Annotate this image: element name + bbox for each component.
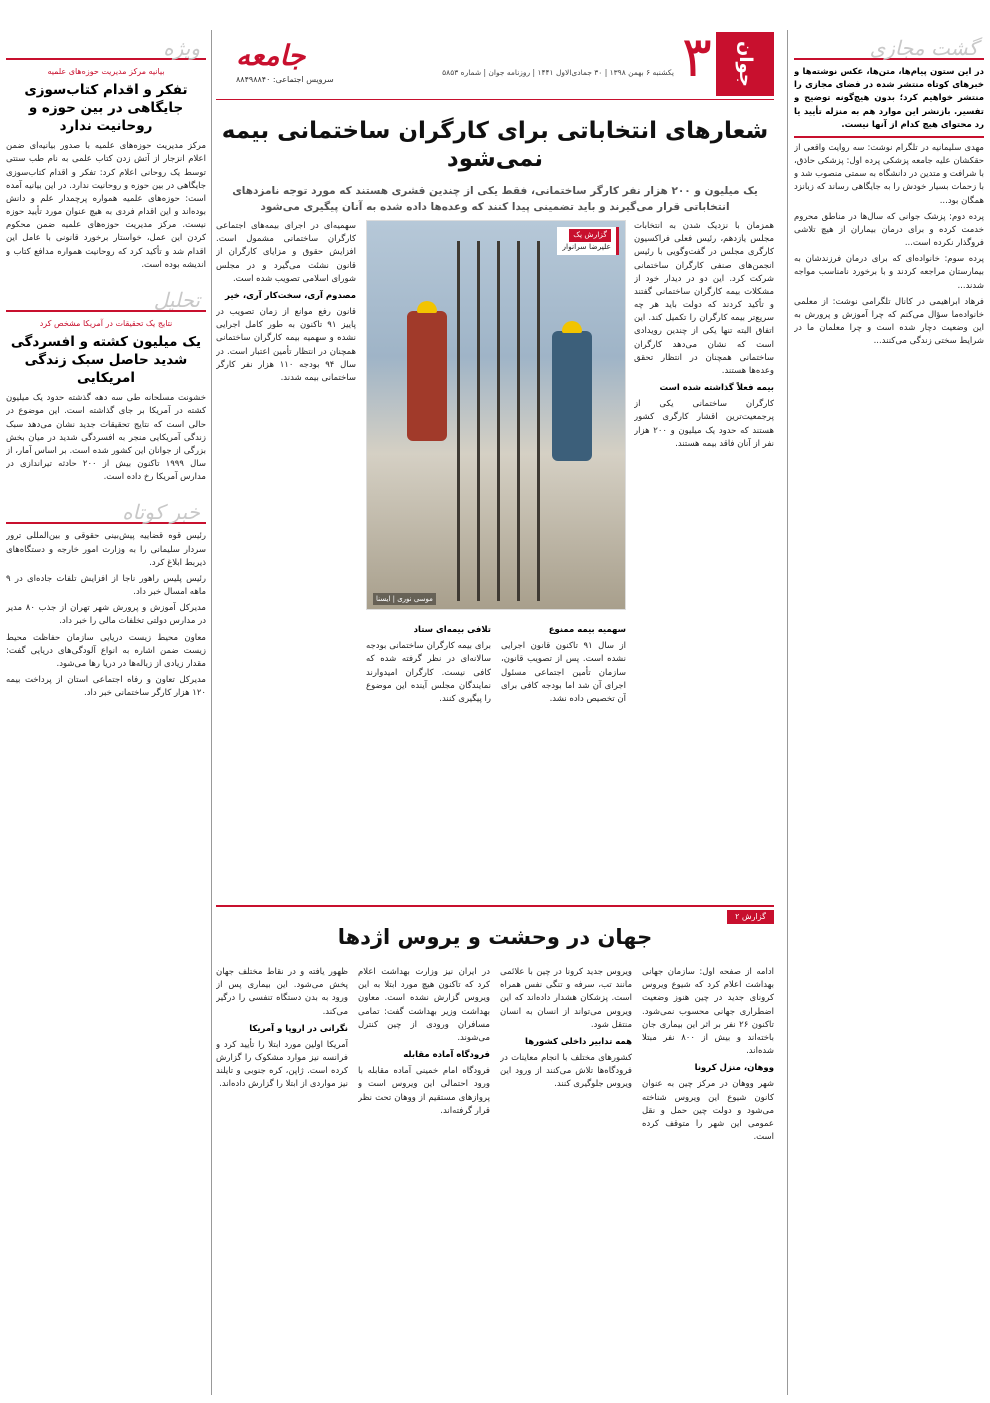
section-phone: سرویس اجتماعی: ۸۸۴۹۸۸۴۰ — [236, 75, 334, 84]
article-body: مرکز مدیریت حوزه‌های علمیه با صدور بیانیه‌ای ضمن اعلام انزجار از آتش زدن کتاب علمی به نام طب سنتی توسط یک روحانی اعلام کرد: تفکر و اقدام کتاب‌سوزی جایگاهی در بین حوزه و روحانیت ندارد. در این بیانیه آمده است: حوزه‌های علمیه همواره پرچمدار علم و دانش بوده‌اند و این اقدام فردی به هیچ عنوان مورد تأیید حوزه نیست. مرکز مدیریت حوزه‌های علمیه ضمن محکوم کردن این عمل، خواستار برخورد قانونی با عامل این اقدام شد و تأکید کرد که روحانیت همواره مدافع کتاب و اندیشه بوده است. — [6, 141, 206, 270]
article-paragraph: ویروس جدید کرونا در چین با علائمی مانند تب، سرفه و تنگی نفس همراه است. پزشکان هشدار داده‌اند که این ویروس می‌تواند از انسان به انسان منتقل شود. — [500, 967, 632, 1030]
section-label: گشت مجازی — [869, 36, 978, 60]
kicker: بیانیه مرکز مدیریت حوزه‌های علمیه — [47, 67, 165, 76]
section-head-tahlil — [6, 282, 206, 312]
photo-byline — [557, 227, 619, 255]
center-column — [216, 25, 774, 1395]
page-number: ۳ — [681, 25, 712, 90]
right-column-text — [794, 66, 984, 348]
article-paragraph: همزمان با نزدیک شدن به انتخابات مجلس یازدهم، رئیس فعلی فراکسیون کارگری مجلس در گفت‌وگویی با رئیس انجمن‌های صنفی کارگران ساختمانی شرکت کرد. این دو در دیدار خود از مشکلات بیمه کارگران ساختمانی گفتند و تأکید کردند که دولت باید هر چه سریع‌تر بیمه کارگران را تکمیل کند. این اتفاق البته تنها یکی از چندین رویدادی است که نشان می‌دهد کارگران ساختمانی همچنان در انتظار تحقق وعده‌ها هستند. — [634, 221, 774, 376]
second-article — [216, 910, 774, 1395]
rebar — [517, 241, 520, 601]
subhead: سهمیه بیمه ممنوع — [548, 625, 626, 635]
article-paragraph: کشورهای مختلف با انجام معاینات در فرودگاه‌ها تلاش می‌کنند از ورود این ویروس جلوگیری کنند. — [500, 1053, 632, 1090]
article-paragraph: ظهور یافته و در نقاط مختلف جهان پخش می‌شود. این بیماری پس از ورود به بدن دستگاه تنفسی را درگیر می‌کند. — [216, 967, 348, 1017]
article-body: خشونت مسلحانه طی سه دهه گذشته حدود یک میلیون کشته در آمریکا بر جای گذاشته است. این موضوع در حالی است که نتایج تحقیقات جدید نشان می‌دهد سبک زندگی آمریکایی منجر به افسردگی شدید در میان بخش بزرگی از جوانان این کشور شده است. بر اساس آمار، از سال ۱۹۹۹ تاکنون بیش از ۲۰۰ حادثه تیراندازی در مدارس آمریکا رخ داده است. — [6, 393, 206, 483]
dateline: یکشنبه ۶ بهمن ۱۳۹۸ | ۳۰ جمادی‌الاول ۱۴۴۱ | روزنامه جوان | شماره ۵۸۵۳ — [442, 68, 674, 77]
article-paragraph: ادامه از صفحه اول: سازمان جهانی بهداشت اعلام کرد که شیوع ویروس کرونای جدید در چین هنوز وضعیت اضطراری جهانی محسوب نمی‌شود. تاکنون ۲۶ نفر بر اثر این بیماری جان باخته‌اند و بیش از ۸۰۰ نفر مبتلا شده‌اند. — [642, 967, 774, 1057]
post-item: فرهاد ابراهیمی در کانال تلگرامی نوشت: از معلمی خانواده‌ما سؤال می‌کنم که چرا آموزش و پرورش به این وضعیت دچار شده است و چرا معلمان ما در شرایط سختی زندگی می‌کنند... — [794, 296, 984, 347]
main-article — [216, 220, 774, 870]
article-paragraph: سهمیه‌ای در اجرای بیمه‌های اجتماعی کارگران ساختمانی مشمول است. افزایش حقوق و مزایای کارگران از قانون نشئت می‌گیرد و در مجلس شورای اسلامی تصویب شده است. — [216, 221, 356, 284]
kicker: نتایج یک تحقیقات در آمریکا مشخص کرد — [39, 318, 173, 328]
subhead: نگرانی در اروپا و آمریکا — [249, 1023, 348, 1034]
masthead — [216, 25, 774, 100]
construction-workers-photo — [366, 220, 626, 610]
post-item: مهدی سلیمانیه در تلگرام نوشت: سه روایت واقعی از حقکشان علیه جامعه پزشکی پرده اول: پزشکی حاذق، با شرافت و متدین در دانشگاه به سمتی منصوب شد و با زحمات بسیار خودش را به جایگاهی رساند که زبانزد همگان بود... — [794, 142, 984, 206]
rebar — [537, 241, 540, 601]
article-column — [366, 620, 491, 870]
article-paragraph: از سال ۹۱ تاکنون قانون اجرایی نشده است. پس از تصویب قانون، سازمان تأمین اجتماعی مسئول اجرای آن شد اما بودجه کافی برای آن تخصیص داده نشد. — [501, 641, 626, 704]
subhead: همه تدابیر داخلی کشورها — [525, 1036, 632, 1047]
article-column — [634, 220, 774, 870]
article-column — [358, 966, 490, 1396]
rebar — [477, 241, 480, 601]
short-news-item: مدیرکل تعاون و رفاه اجتماعی استان از پرداخت بیمه ۱۲۰ هزار کارگر ساختمانی خبر داد. — [6, 675, 206, 699]
photo-credit: موسی نوری | ایسنا — [373, 593, 436, 605]
short-news-list — [6, 530, 206, 700]
article-column — [216, 220, 356, 870]
worker-figure — [407, 311, 447, 441]
section-label: خبر کوتاه — [122, 500, 200, 525]
subhead: تلافی بیمه‌ای ستاد — [413, 625, 491, 635]
left-column — [6, 30, 206, 1395]
subhead: ووهان، منزل کرونا — [694, 1063, 774, 1074]
byline-author: علیرضا سرانوار — [562, 241, 611, 251]
subhead: مصدوم آری، سخت‌کار آری، خیر — [225, 290, 356, 301]
second-article-columns — [216, 966, 774, 1396]
article-column — [500, 966, 632, 1396]
main-deck: یک میلیون و ۲۰۰ هزار نفر کارگر ساختمانی، فقط یکی از چندین قشری هستند که مورد توجه نامزدهای انتخاباتی قرار می‌گیرند و باید تضمینی پیدا کنند که وعده‌ها داده شده به آنان پیگیری می‌شود — [232, 185, 758, 214]
intro-text: در این ستون پیام‌ها، متن‌ها، عکس نوشته‌ها و خبرهای کوتاه منتشر شده در فضای مجازی را منتشر خواهیم کرد؛ بدون هیچ‌گونه توضیح و تفسیر. بازنشر این موارد هم به منزله تأیید یا رد محتوای هیچ کدام از آنها نیست. — [794, 67, 984, 130]
report-tag: گزارش ۲ — [727, 910, 774, 924]
short-news-item: مدیرکل آموزش و پرورش شهر تهران از جذب ۸۰ مدیر در مدارس دولتی تخلفات مالی را خبر داد. — [6, 603, 206, 627]
article-paragraph: فرودگاه امام خمینی آماده مقابله با ورود احتمالی این ویروس است و پروازهای مستقیم از ووهان تحت نظر قرار گرفته‌اند. — [358, 1066, 490, 1116]
newspaper-logo: جوان — [716, 32, 774, 96]
section-title: جامعه — [236, 39, 306, 72]
section-head-gasht — [794, 30, 984, 60]
article-paragraph: آمریکا اولین مورد ابتلا را تأیید کرد و فرانسه نیز موارد مشکوک را گزارش کرده است. ژاپن، کره جنوبی و تایلند نیز مواردی از ابتلا را گزارش داده‌اند. — [216, 1039, 348, 1090]
section-head-vizheh — [6, 30, 206, 60]
article-paragraph: برای بیمه کارگران ساختمانی بودجه سالانه‌ای در نظر گرفته شده که کافی نیست. کارگران امیدوارند نمایندگان مجلس آینده این موضوع را پیگیری کنند. — [366, 641, 491, 704]
right-column — [794, 30, 984, 1395]
newspaper-page — [6, 25, 984, 1395]
article-paragraph: در ایران نیز وزارت بهداشت اعلام کرد که تاکنون هیچ مورد ابتلا به این ویروس گزارش نشده است. معاون بهداشت وزیر بهداشت گفت: تمامی مسافران ورودی از چین کنترل می‌شوند. — [358, 967, 490, 1043]
report-tag: گزارش یک — [569, 229, 611, 242]
article-paragraph: شهر ووهان در مرکز چین به عنوان کانون شیوع این ویروس شناخته می‌شود و دولت چین حمل و نقل عمومی این شهر را متوقف کرده است. — [642, 1079, 774, 1143]
short-news-item: رئیس قوه قضاییه پیش‌بینی حقوقی و بین‌المللی ترور سردار سلیمانی را به وزارت امور خارجه و دستگاه‌های ذیربط ابلاغ کرد. — [6, 531, 206, 568]
worker-figure — [552, 331, 592, 461]
article-paragraph: قانون رفع موانع از زمان تصویب در پاییز ۹۱ تاکنون به طور کامل اجرایی نشده و سهمیه بیمه کارگران ساختمانی همچنان در انتظار تأمین اعتبار است. در سال ۹۴ بودجه ۱۱۰ هزار نفر کارگر ساختمانی بیمه شدند. — [216, 307, 356, 383]
article-column — [642, 966, 774, 1396]
article-paragraph: کارگران ساختمانی یکی از پرجمعیت‌ترین اقشار کارگری کشور هستند که حدود یک میلیون و ۲۰۰ هزار نفر از آنان فاقد بیمه هستند. — [634, 399, 774, 449]
column-rule — [211, 30, 212, 1395]
rebar — [457, 241, 460, 601]
subhead: فرودگاه آماده مقابله — [403, 1050, 490, 1061]
section-head-khabar-kootah — [6, 494, 206, 524]
section-label: ویژه — [163, 36, 200, 60]
post-item: پرده دوم: پزشک جوانی که سال‌ها در مناطق محروم خدمت کرده و برای درمان بیماران از هیچ تلاشی فروگذار نکرده است... — [794, 211, 984, 249]
article-column — [216, 966, 348, 1396]
section-label: تحلیل — [153, 287, 200, 312]
headline: یک میلیون کشته و افسردگی شدید حاصل سبک زندگی امریکایی — [10, 333, 202, 386]
second-headline: جهان در وحشت و یروس اژدها — [337, 925, 653, 949]
rebar — [497, 241, 500, 601]
column-rule — [787, 30, 788, 1395]
helmet — [562, 321, 582, 333]
section-divider — [216, 905, 774, 907]
article-column — [501, 620, 626, 870]
short-news-item: رئیس پلیس راهور ناجا از افزایش تلفات جاده‌ای در ۹ ماهه امسال خبر داد. — [6, 573, 206, 598]
headline: تفکر و اقدام کتاب‌سوزی جایگاهی در بین حوزه و روحانیت ندارد — [24, 81, 188, 135]
short-news-item: معاون محیط زیست دریایی سازمان حفاظت محیط زیست ضمن اشاره به انواع آلودگی‌های دریایی گفت: مقدار زیادی از زباله‌ها در دریا رها می‌شود. — [6, 632, 206, 669]
main-headline: شعارهای انتخاباتی برای کارگران ساختمانی بیمه نمی‌شود — [221, 118, 769, 172]
subhead: بیمه فعلاً گذاشته شده است — [659, 383, 774, 394]
divider — [794, 136, 984, 138]
post-item: پرده سوم: خانواده‌ای که برای درمان فرزندشان به بیمارستان مراجعه کردند و با برخورد نامناسب مواجه شدند... — [794, 254, 984, 291]
helmet — [417, 301, 437, 313]
